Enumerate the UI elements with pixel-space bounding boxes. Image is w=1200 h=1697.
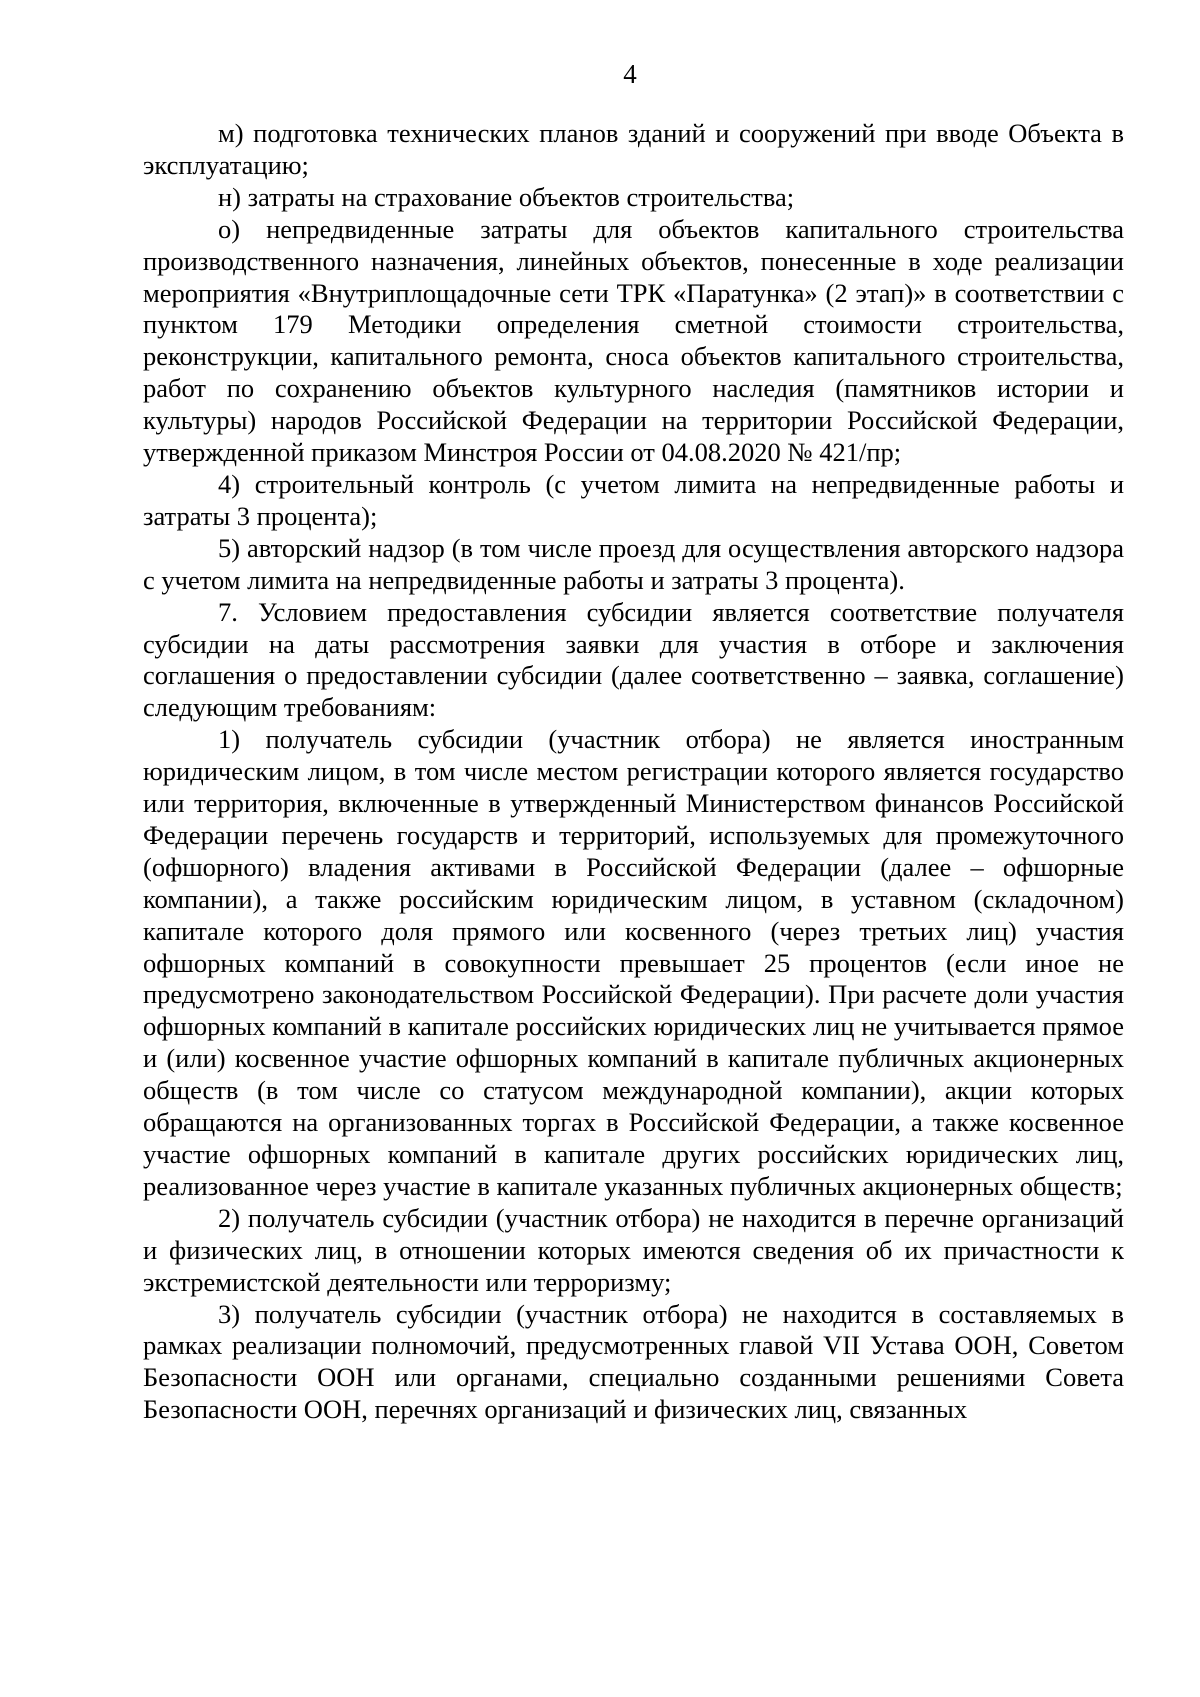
paragraph-requirement-1: 1) получатель субсидии (участник отбора) не является иностранным юридическим лицом, в том числе местом регистрации которого является государство или территория, включенные в утвержденный Министерством финансов Российской Федерации перечень государств и территорий, используемых для промежуточного (офшорного) владения активами в Российской Федерации (далее – офшорные компании), а также российским юридическим лицом, в уставном (складочном) капитале которого доля прямого или косвенного (через третьих лиц) участия офшорных компаний в совокупности превышает 25 процентов (если иное не предусмотрено законодательством Российской Федерации). При расчете доли участия офшорных компаний в капитале российских юридических лиц не учитывается прямое и (или) косвенное участие офшорных компаний в капитале публичных акционерных обществ (в том числе со статусом международной компании), акции которых обращаются на организованных торгах в Российской Федерации, а также косвенное участие офшорных компаний в капитале других российских юридических лиц, реализованное через участие в капитале указанных публичных акционерных обществ; [143, 724, 1124, 1201]
paragraph-item-4: 4) строительный контроль (с учетом лимита на непредвиденные работы и затраты 3 процента); [143, 468, 1124, 531]
paragraph-item-m: м) подготовка технических планов зданий и сооружений при вводе Объекта в эксплуатацию; [143, 118, 1124, 180]
page-number: 4 [623, 59, 637, 89]
paragraph-clause-7: 7. Условием предоставления субсидии является соответствие получателя субсидии на даты рассмотрения заявки для участия в отборе и заключения соглашения о предоставлении субсидии (далее соответственно – заявка, соглашение) следующим требованиям: [143, 596, 1124, 723]
paragraph-item-o: о) непредвиденные затраты для объектов капитального строительства производственного назначения, линейных объектов, понесенные в ходе реализации мероприятия «Внутриплощадочные сети ТРК «Паратунка» (2 этап)» в соответствии с пунктом 179 Методики определения сметной стоимости строительства, реконструкции, капитального ремонта, сноса объектов капитального строительства, работ по сохранению объектов культурного наследия (памятников истории и культуры) народов Российской Федерации на территории Российской Федерации, утвержденной приказом Минстроя России от 04.08.2020 № 421/пр; [143, 213, 1124, 468]
paragraph-requirement-2: 2) получатель субсидии (участник отбора) не находится в перечне организаций и физических лиц, в отношении которых имеются сведения об их причастности к экстремистской деятельности или терроризму; [143, 1202, 1124, 1297]
paragraph-item-5: 5) авторский надзор (в том числе проезд для осуществления авторского надзора с учетом лимита на непредвиденные работы и затраты 3 процента). [143, 532, 1124, 595]
paragraph-item-n: н) затраты на страхование объектов строительства; [218, 181, 795, 212]
paragraph-requirement-3: 3) получатель субсидии (участник отбора) не находится в составляемых в рамках реализации полномочий, предусмотренных главой VII Устава ООН, Советом Безопасности ООН или органами, специально созданными решениями Совета Безопасности ООН, перечнях организаций и физических лиц, связанных [143, 1298, 1124, 1425]
document-body [143, 118, 1124, 1426]
